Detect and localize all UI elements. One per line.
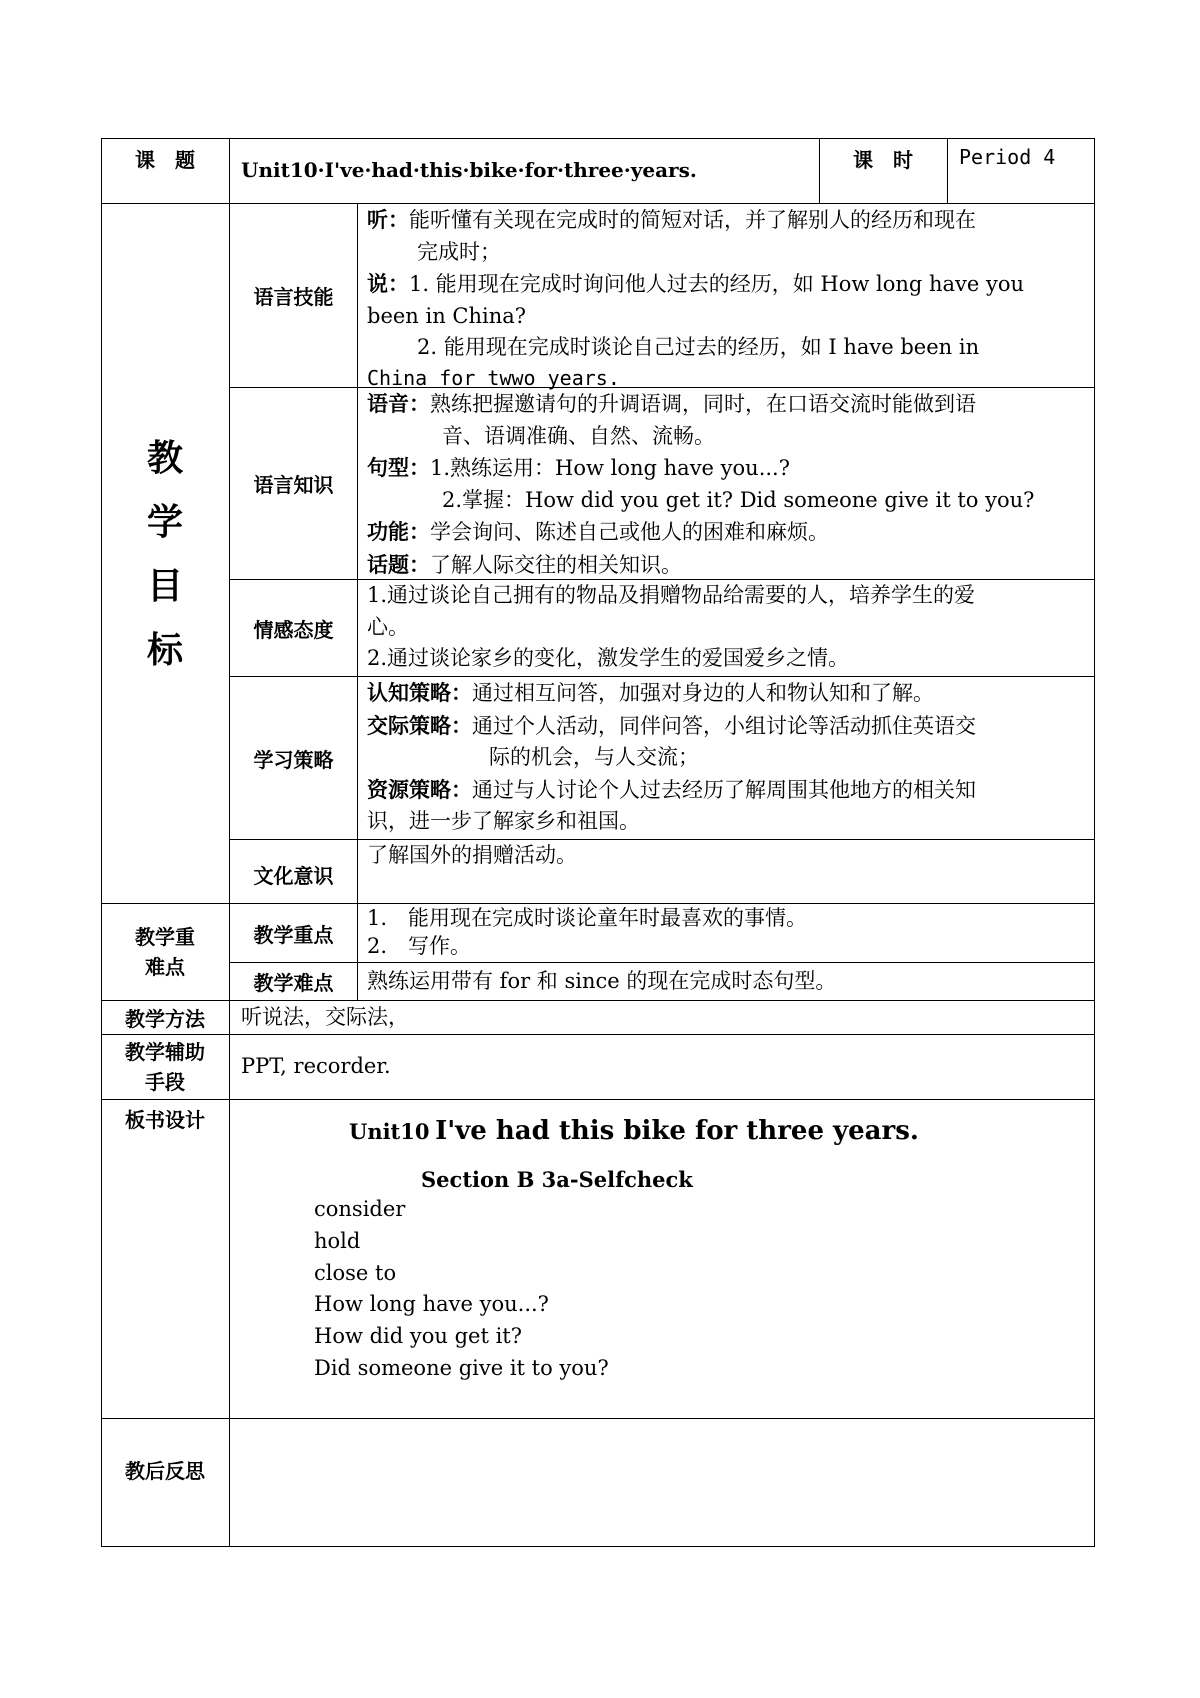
period-value: Period 4 (959, 145, 1056, 169)
topic-value: Unit10·I've·had·this·bike·for·three·years. (241, 158, 697, 182)
key-points-content (367, 904, 1087, 962)
language-knowledge-label: 语言知识 (253, 473, 334, 497)
lesson-plan-table (101, 138, 1095, 1547)
board-item: close to (314, 1260, 397, 1285)
objectives-section-label: 教 学 目 标 (146, 436, 183, 671)
key-points-label: 教学重点 (253, 922, 334, 947)
language-skills-content: 听：能听懂有关现在完成时的简短对话，并了解别人的经历和现在 完成时； 说：1. 能用现在完成时询问他人过去的经历，如 How long have you been in China? 2. 能用现在完成时谈论自己过去的经历，如 I have been in China for twwo years. (367, 207, 1025, 390)
strategy-label: 学习策略 (253, 747, 334, 772)
board-item: Did someone give it to you? (314, 1355, 609, 1380)
aids-label: 教学辅助 手段 (125, 1040, 205, 1094)
board-items (314, 1194, 609, 1385)
board-item: consider (314, 1197, 406, 1221)
board-item: How long have you...? (314, 1292, 549, 1317)
difficult-points-label: 教学难点 (253, 971, 334, 995)
board-item: How did you get it? (314, 1324, 522, 1349)
method-content: 听说法，交际法， (241, 1004, 409, 1029)
method-label: 教学方法 (125, 1007, 205, 1031)
key-point-item: 1. 能用现在完成时谈论童年时最喜欢的事情。 (367, 906, 808, 930)
language-skills-label: 语言技能 (253, 285, 334, 309)
board-title: Unit10 I've had this bike for three years. (349, 1116, 919, 1146)
culture-content: 了解国外的捐赠活动。 (367, 843, 577, 867)
aids-content: PPT, recorder. (241, 1054, 391, 1079)
emotion-label: 情感态度 (253, 617, 334, 642)
focus-section-label: 教学重 难点 (135, 925, 195, 979)
difficult-points-content: 熟练运用带有 for 和 since 的现在完成时态句型。 (367, 968, 837, 993)
board-label: 板书设计 (125, 1108, 205, 1132)
reflection-content (230, 1419, 1094, 1546)
topic-label: 课 题 (135, 148, 195, 172)
reflection-label: 教后反思 (125, 1458, 205, 1483)
period-label: 课 时 (853, 148, 913, 172)
key-point-item: 2. 写作。 (367, 934, 472, 958)
board-subtitle: Section B 3a-Selfcheck (421, 1167, 693, 1192)
language-knowledge-content: 语音：熟练把握邀请句的升调语调，同时，在口语交流时能做到语 音、语调准确、自然、流畅。 句型：1.熟练运用：How long have you...? 2.掌握：How did you get it? Did someone give it to you? 功能：学会询问、陈述自己或他人的困难和麻烦。 话题：了解人际交往的相关知识。 (367, 391, 1035, 577)
strategy-content: 认知策略：通过相互问答，加强对身边的人和物认知和了解。 交际策略：通过个人活动，同伴问答，小组讨论等活动抓住英语交 际的机会，与人交流； 资源策略：通过与人讨论个人过去经历了解周围其他地方的相关知 识，进一步了解家乡和祖国。 (367, 680, 976, 833)
culture-label: 文化意识 (253, 864, 334, 888)
board-item: hold (314, 1228, 361, 1253)
emotion-content: 1.通过谈论自己拥有的物品及捐赠物品给需要的人，培养学生的爱 心。 2.通过谈论家乡的变化，激发学生的爱国爱乡之情。 (367, 583, 976, 670)
board-content (230, 1100, 1094, 1418)
